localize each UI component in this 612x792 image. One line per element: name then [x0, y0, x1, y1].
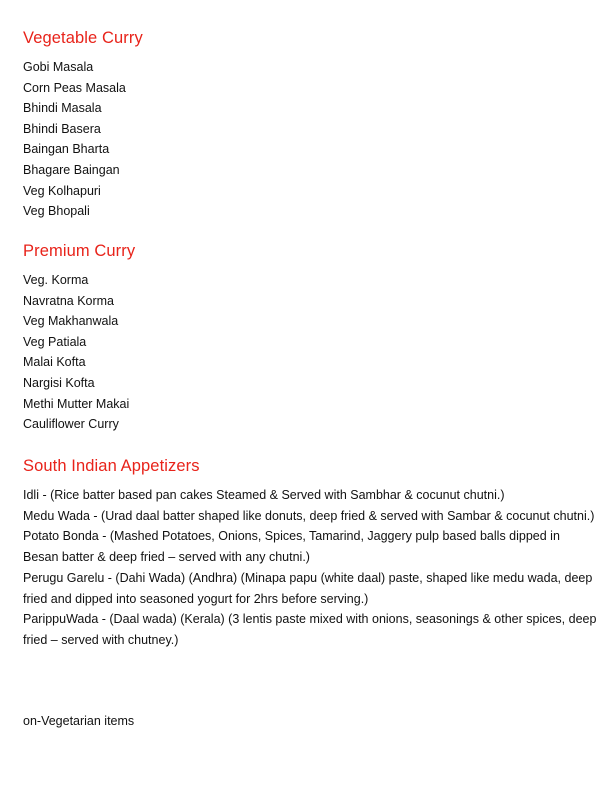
list-item: Bhindi Masala — [23, 101, 102, 116]
list-item: Corn Peas Masala — [23, 80, 126, 95]
section-title-vegetable-curry: Vegetable Curry — [23, 29, 143, 47]
list-item: Veg Kolhapuri — [23, 183, 101, 198]
list-item: Perugu Garelu - (Dahi Wada) (Andhra) (Minapa papu (white daal) paste, shaped like medu wada, deep fried and dipped into seasoned yogurt for 2hrs before serving.) — [23, 570, 593, 606]
list-item: Cauliflower Curry — [23, 417, 119, 432]
premium-curry-list — [23, 270, 129, 435]
list-item: Baingan Bharta — [23, 142, 110, 157]
list-item: ParippuWada - (Daal wada) (Kerala) (3 lentis paste mixed with onions, seasonings & other spices, deep fried – served with chutney.) — [23, 612, 597, 647]
section-title-south-indian-appetizers: South Indian Appetizers — [23, 457, 200, 475]
list-item: Veg. Korma — [23, 273, 89, 287]
list-item: Potato Bonda - (Mashed Potatoes, Onions, Spices, Tamarind, Jaggery pulp based balls dipped in Besan batter & deep fried – served with any chutni.) — [23, 529, 560, 565]
list-item: Veg Patiala — [23, 334, 87, 349]
list-item: Bhindi Basera — [23, 121, 101, 136]
non-vegetarian-items-label: on-Vegetarian items — [23, 714, 135, 728]
list-item: Veg Bhopali — [23, 204, 90, 219]
list-item: Veg Makhanwala — [23, 314, 119, 329]
list-item: Gobi Masala — [23, 60, 94, 74]
list-item: Navratna Korma — [23, 293, 115, 308]
list-item: Methi Mutter Makai — [23, 396, 130, 411]
list-item: Idli - (Rice batter based pan cakes Steamed & Served with Sambhar & cocunut chutni.) — [23, 488, 505, 502]
list-item: Medu Wada - (Urad daal batter shaped like donuts, deep fried & served with Sambar & cocunut chutni.) — [23, 508, 595, 523]
section-title-premium-curry: Premium Curry — [23, 242, 136, 260]
list-item: Malai Kofta — [23, 355, 86, 370]
list-item: Nargisi Kofta — [23, 375, 95, 390]
south-indian-appetizers-list — [23, 485, 598, 651]
list-item: Bhagare Baingan — [23, 162, 120, 177]
vegetable-curry-list — [23, 57, 126, 222]
